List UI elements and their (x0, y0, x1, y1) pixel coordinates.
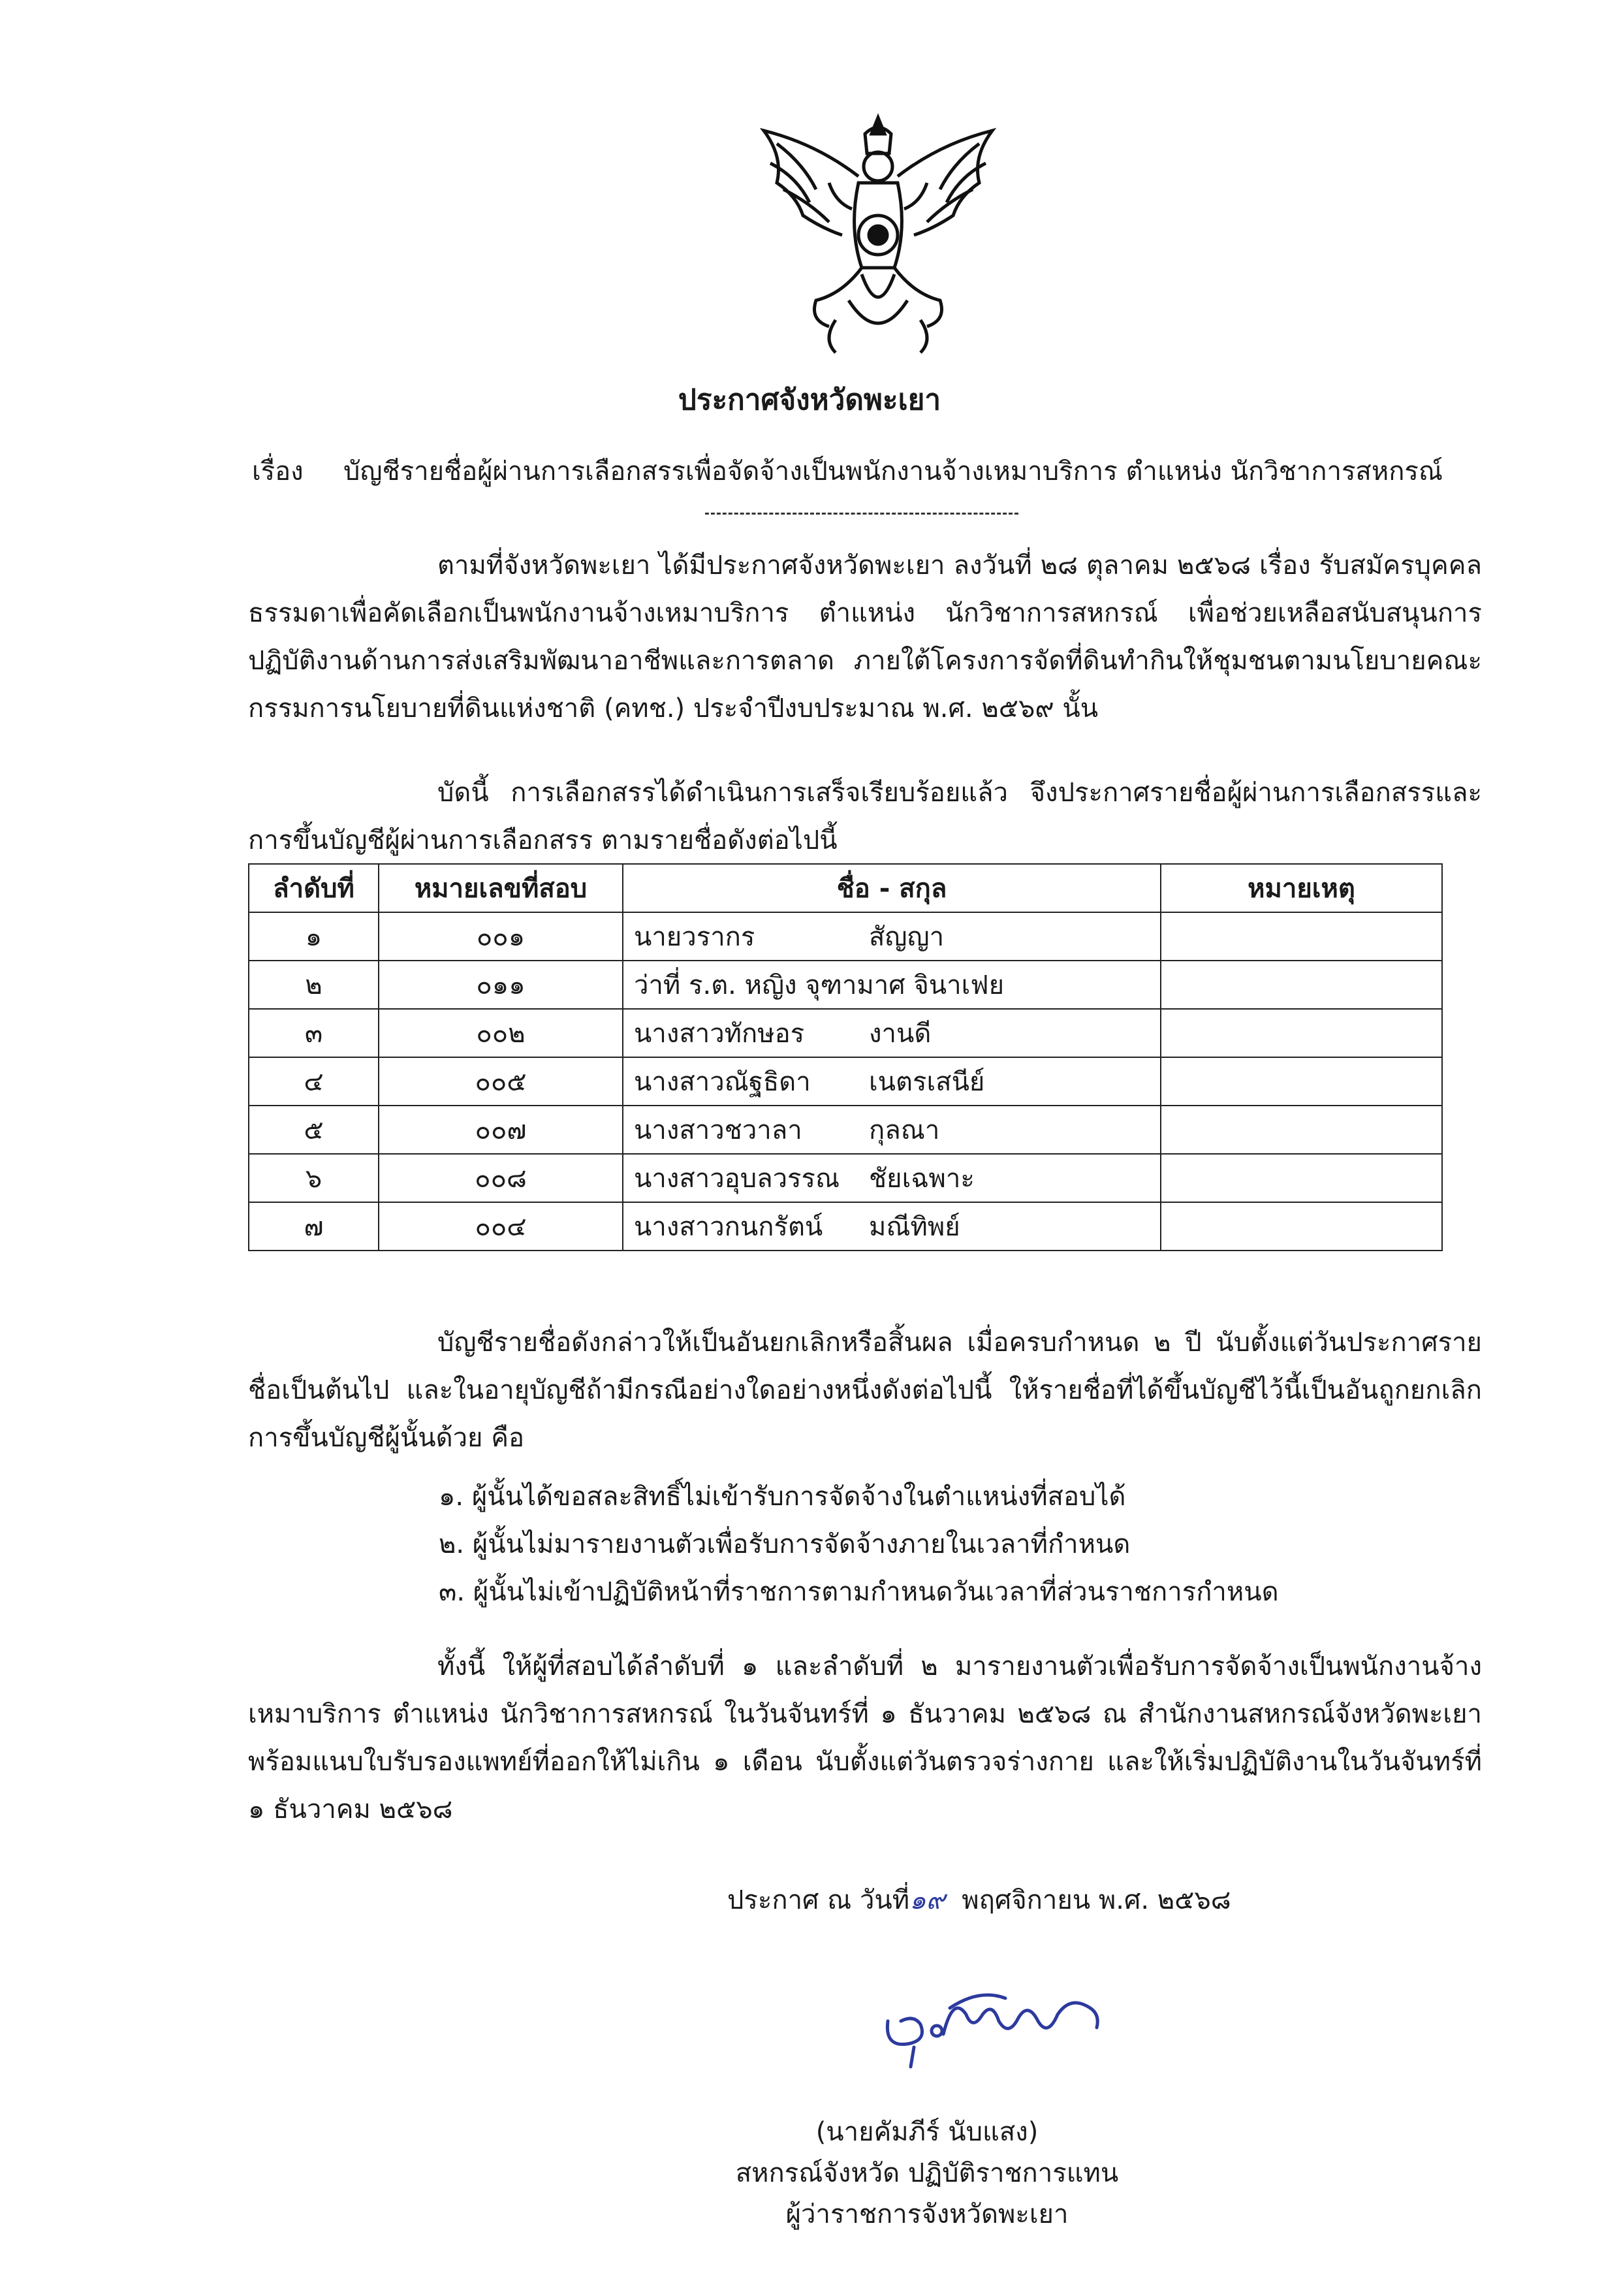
cell-name (623, 1106, 1161, 1154)
col-header-name: ชื่อ - สกุล (623, 864, 1161, 912)
cell-name (623, 961, 1161, 1009)
cell-order: ๑ (249, 912, 379, 961)
cell-order: ๔ (249, 1057, 379, 1106)
announcement-date (727, 1881, 1576, 1920)
cell-note (1161, 912, 1442, 961)
table-row (249, 1106, 1442, 1154)
signer-name: (นายคัมภีร์ นับแสง) (815, 2117, 1039, 2147)
cell-note (1161, 961, 1442, 1009)
candidate-table (248, 863, 1443, 1251)
cell-order: ๒ (249, 961, 379, 1009)
last-name: กุลณา (869, 1115, 940, 1145)
cell-note (1161, 1202, 1442, 1251)
first-name: นางสาวณัฐธิดา (634, 1067, 811, 1097)
cell-exam-no: ๐๑๑ (379, 961, 623, 1009)
paragraph-validity-text: บัญชีรายชื่อดังกล่าวให้เป็นอันยกเลิกหรือสิ้นผล เมื่อครบกำหนด ๒ ปี นับตั้งแต่วันประกาศรายชื่อเป็นต้นไป และในอายุบัญชีถ้ามีกรณีอย่างใดอย่างหนึ่งดังต่อไปนี้ ให้รายชื่อที่ได้ขึ้นบัญชีไว้นี้เป็นอันถูกยกเลิกการขึ้นบัญชีผู้นั้นด้วย คือ (248, 1328, 1482, 1453)
cell-name (623, 1057, 1161, 1106)
first-name: ว่าที่ ร.ต. หญิง จุฑามาศ (634, 970, 905, 1000)
cell-name (623, 1154, 1161, 1202)
date-prefix: ประกาศ ณ วันที่ (727, 1885, 910, 1915)
cell-note (1161, 1106, 1442, 1154)
last-name: ชัยเฉพาะ (869, 1164, 975, 1194)
cell-note (1161, 1009, 1442, 1057)
first-name: นางสาวทักษอร (634, 1019, 805, 1049)
cell-exam-no: ๐๐๘ (379, 1154, 623, 1202)
last-name: เนตรเสนีย์ (869, 1067, 985, 1097)
garuda-emblem-icon (738, 104, 1018, 366)
paragraph-report-text: ทั้งนี้ ให้ผู้ที่สอบได้ลำดับที่ ๑ และลำดับที่ ๒ มารายงานตัวเพื่อรับการจัดจ้างเป็นพนักงานจ้างเหมาบริการ ตำแหน่ง นักวิชาการสหกรณ์ ในวันจันทร์ที่ ๑ ธันวาคม ๒๕๖๘ ณ สำนักงานสหกรณ์จังหวัดพะเยา พร้อมแนบใบรับรองแพทย์ที่ออกให้ไม่เกิน ๑ เดือน นับตั้งแต่วันตรวจร่างกาย และให้เริ่มปฏิบัติงานในวันจันทร์ที่ ๑ ธันวาคม ๒๕๖๘ (248, 1651, 1482, 1825)
table-header-row (249, 864, 1442, 912)
table-row (249, 1057, 1442, 1106)
cell-order: ๓ (249, 1009, 379, 1057)
paragraph-report (248, 1643, 1482, 1834)
condition-item: ๑. ผู้นั้นได้ขอสละสิทธิ์ไม่เข้ารับการจัดจ้างในตำแหน่งที่สอบได้ (439, 1482, 1126, 1512)
paragraph-validity (248, 1319, 1482, 1462)
cell-exam-no: ๐๐๔ (379, 1202, 623, 1251)
divider (705, 513, 1018, 515)
condition-item: ๓. ผู้นั้นไม่เข้าปฏิบัติหน้าที่ราชการตามกำหนดวันเวลาที่ส่วนราชการกำหนด (439, 1577, 1279, 1607)
paragraph-announcement (248, 769, 1482, 865)
cell-note (1161, 1154, 1442, 1202)
date-day: ๑๙ (909, 1885, 945, 1915)
condition-item: ๒. ผู้นั้นไม่มารายงานตัวเพื่อรับการจัดจ้างภายในเวลาที่กำหนด (439, 1529, 1131, 1559)
cell-name (623, 1009, 1161, 1057)
table-row (249, 1202, 1442, 1251)
first-name: นางสาวกนกรัตน์ (634, 1212, 823, 1242)
cell-name (623, 912, 1161, 961)
date-suffix: พฤศจิกายน พ.ศ. ๒๕๖๘ (962, 1885, 1231, 1915)
cell-exam-no: ๐๐๒ (379, 1009, 623, 1057)
paragraph-announcement-text: บัดนี้ การเลือกสรรได้ดำเนินการเสร็จเรียบร้อยแล้ว จึงประกาศรายชื่อผู้ผ่านการเลือกสรรและการขึ้นบัญชีผู้ผ่านการเลือกสรร ตามรายชื่อดังต่อไปนี้ (248, 778, 1482, 855)
cell-note (1161, 1057, 1442, 1106)
first-name: นางสาวชวาลา (634, 1115, 802, 1145)
cell-name (623, 1202, 1161, 1251)
last-name: จินาเฟย (913, 970, 1005, 1000)
last-name: งานดี (869, 1019, 932, 1049)
last-name: สัญญา (869, 922, 945, 952)
signature-icon (875, 1969, 1123, 2073)
last-name: มณีทิพย์ (869, 1212, 960, 1242)
table-row (249, 1009, 1442, 1057)
paragraph-intro (248, 542, 1482, 733)
document-title: ประกาศจังหวัดพะเยา (678, 383, 941, 417)
subject-text: บัญชีรายชื่อผู้ผ่านการเลือกสรรเพื่อจัดจ้างเป็นพนักงานจ้างเหมาบริการ ตำแหน่ง นักวิชาการสหกรณ์ (343, 456, 1443, 486)
cell-order: ๖ (249, 1154, 379, 1202)
col-header-order: ลำดับที่ (249, 864, 379, 912)
cell-exam-no: ๐๐๕ (379, 1057, 623, 1106)
cell-exam-no: ๐๐๑ (379, 912, 623, 961)
paragraph-intro-text: ตามที่จังหวัดพะเยา ได้มีประกาศจังหวัดพะเยา ลงวันที่ ๒๘ ตุลาคม ๒๕๖๘ เรื่อง รับสมัครบุคคลธรรมดาเพื่อคัดเลือกเป็นพนักงานจ้างเหมาบริการ ตำแหน่ง นักวิชาการสหกรณ์ เพื่อช่วยเหลือสนับสนุนการปฏิบัติงานด้านการส่งเสริมพัฒนาอาชีพและการตลาด ภายใต้โครงการจัดที่ดินทำกินให้ชุมชนตามนโยบายคณะกรรมการนโยบายที่ดินแห่งชาติ (คทช.) ประจำปีงบประมาณ พ.ศ. ๒๕๖๙ นั้น (248, 550, 1482, 724)
signer-office: ผู้ว่าราชการจังหวัดพะเยา (785, 2199, 1069, 2229)
signer-position: สหกรณ์จังหวัด ปฏิบัติราชการแทน (735, 2158, 1119, 2188)
cell-exam-no: ๐๐๗ (379, 1106, 623, 1154)
col-header-note: หมายเหตุ (1161, 864, 1442, 912)
col-header-exam-no: หมายเลขที่สอบ (379, 864, 623, 912)
cell-order: ๕ (249, 1106, 379, 1154)
first-name: นายวรากร (634, 922, 755, 952)
cell-order: ๗ (249, 1202, 379, 1251)
first-name: นางสาวอุบลวรรณ (634, 1164, 840, 1194)
table-row (249, 912, 1442, 961)
table-row (249, 1154, 1442, 1202)
subject-label: เรื่อง (252, 456, 304, 486)
subject-line (252, 453, 1597, 490)
table-row (249, 961, 1442, 1009)
